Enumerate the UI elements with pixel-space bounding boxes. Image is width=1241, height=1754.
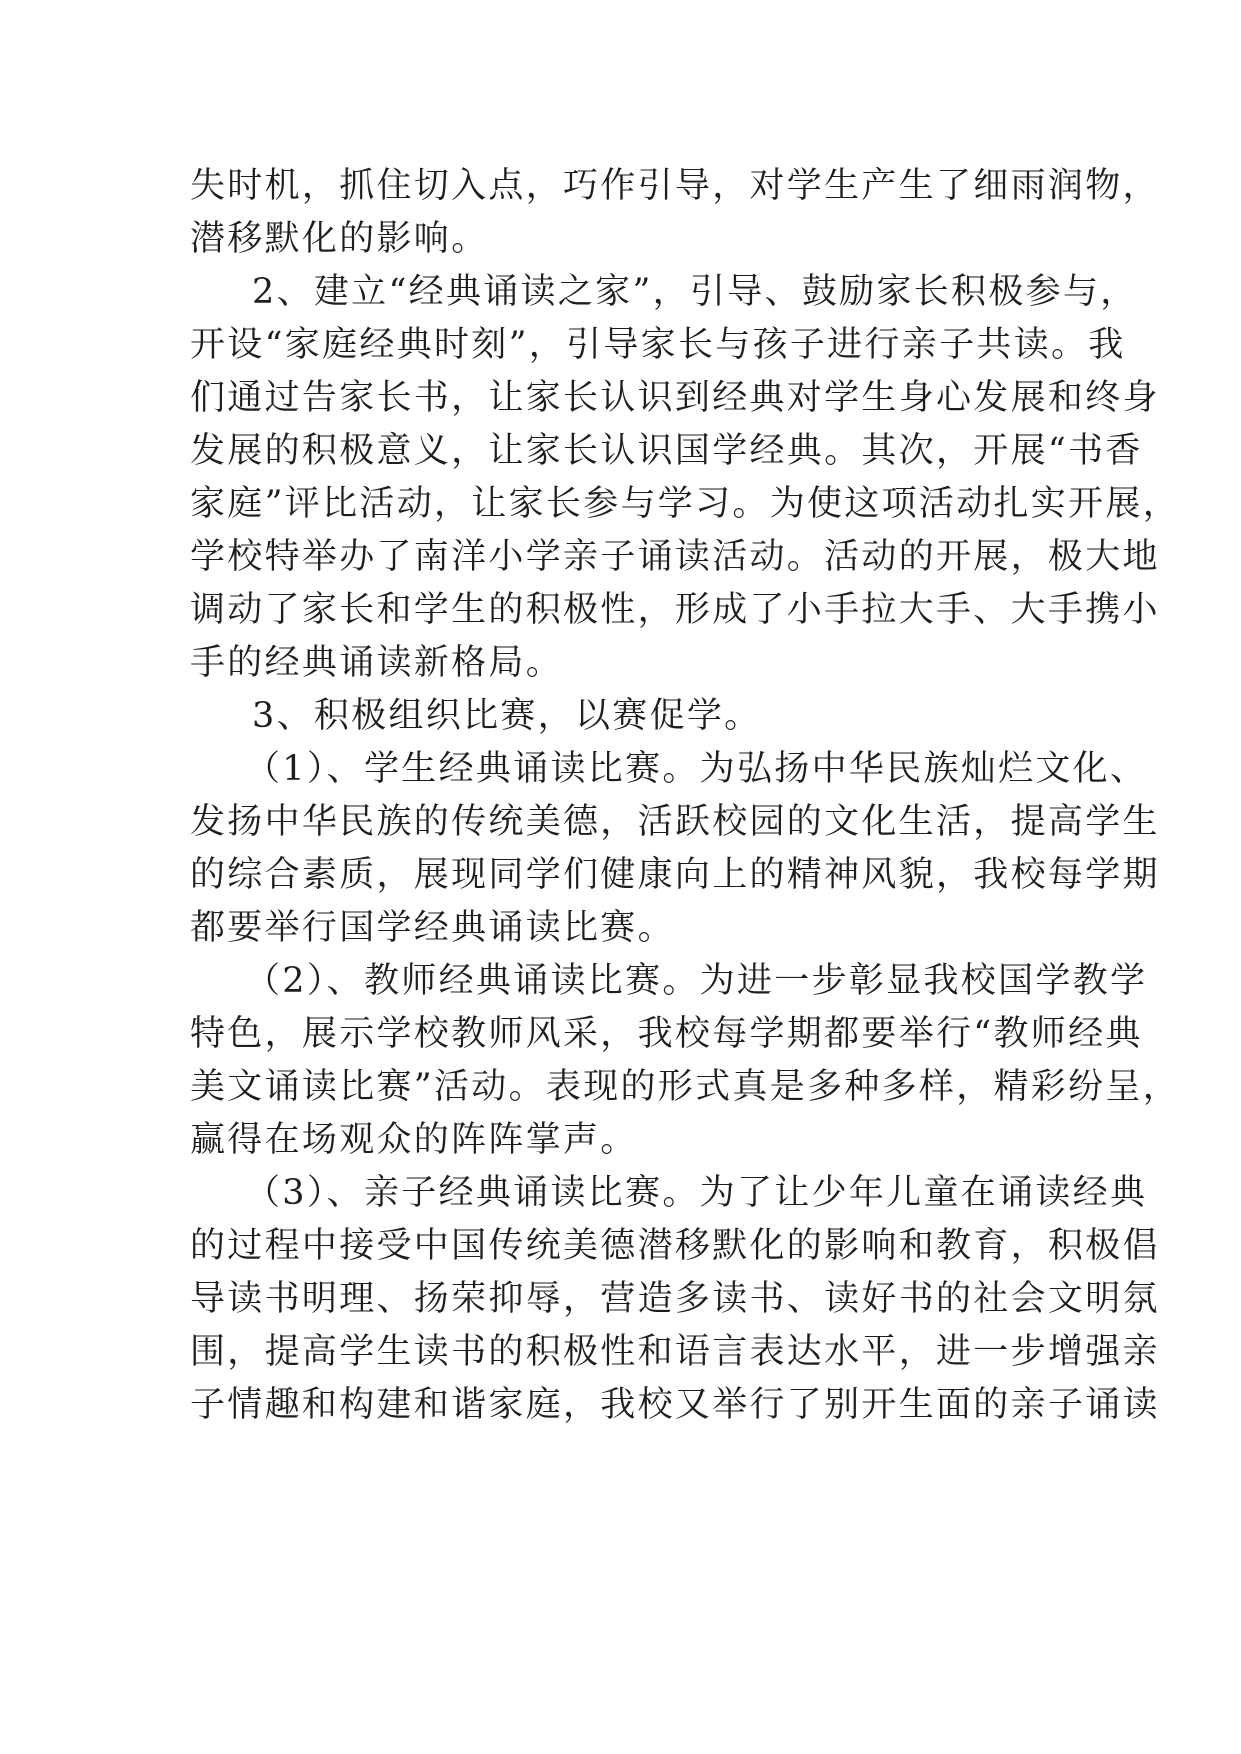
text-line: （3）、亲子经典诵读比赛。为了让少年儿童在诵读经典 <box>245 1173 1148 1213</box>
text-line: 开设“家庭经典时刻”，引导家长与孩子进行亲子共读。我 <box>190 325 1126 365</box>
text-line: 围，提高学生读书的积极性和语言表达水平，进一步增强亲 <box>190 1332 1160 1372</box>
text-line: 手的经典诵读新格局。 <box>190 643 564 683</box>
text-line: 失时机，抓住切入点，巧作引导，对学生产生了细雨润物， <box>190 166 1160 206</box>
text-line: 2、建立“经典诵读之家”，引导、鼓励家长积极参与， <box>252 272 1138 312</box>
text-line: 特色，展示学校教师风采，我校每学期都要举行“教师经典 <box>190 1014 1143 1054</box>
text-line: 美文诵读比赛”活动。表现的形式真是多种多样，精彩纷呈， <box>190 1067 1180 1107</box>
text-line: 调动了家长和学生的积极性，形成了小手拉大手、大手携小 <box>190 590 1160 630</box>
text-line: 潜移默化的影响。 <box>190 219 489 259</box>
paragraph-student-competition <box>190 743 1160 955</box>
text-line: 家庭”评比活动，让家长参与学习。为使这项活动扎实开展， <box>190 484 1180 524</box>
text-line: 赢得在场观众的阵阵掌声。 <box>190 1120 638 1160</box>
text-line: 发展的积极意义，让家长认识国学经典。其次，开展“书香 <box>190 431 1143 471</box>
text-line: 导读书明理、扬荣抑辱，营造多读书、读好书的社会文明氛 <box>190 1279 1160 1319</box>
document-body <box>190 160 1180 1432</box>
text-line: （2）、教师经典诵读比赛。为进一步彰显我校国学教学 <box>245 961 1148 1001</box>
text-line: 学校特举办了南洋小学亲子诵读活动。活动的开展，极大地 <box>190 537 1160 577</box>
text-line: 都要举行国学经典诵读比赛。 <box>190 908 675 948</box>
paragraph-parent-child-competition <box>190 1167 1160 1432</box>
text-line: 子情趣和构建和谐家庭，我校又举行了别开生面的亲子诵读 <box>190 1385 1160 1425</box>
text-line: （1）、学生经典诵读比赛。为弘扬中华民族灿烂文化、 <box>245 749 1148 789</box>
paragraph-competitions-heading <box>190 690 1050 743</box>
text-line: 3、积极组织比赛，以赛促学。 <box>252 696 762 736</box>
paragraph-teacher-competition <box>190 955 1180 1167</box>
text-line: 的过程中接受中国传统美德潜移默化的影响和教育，积极倡 <box>190 1226 1160 1266</box>
paragraph-classic-reading-home <box>190 266 1180 690</box>
text-line: 的综合素质，展现同学们健康向上的精神风貌，我校每学期 <box>190 855 1160 895</box>
paragraph-continuation <box>190 160 1160 266</box>
text-line: 发扬中华民族的传统美德，活跃校园的文化生活，提高学生 <box>190 802 1160 842</box>
text-line: 们通过告家长书，让家长认识到经典对学生身心发展和终身 <box>190 378 1160 418</box>
